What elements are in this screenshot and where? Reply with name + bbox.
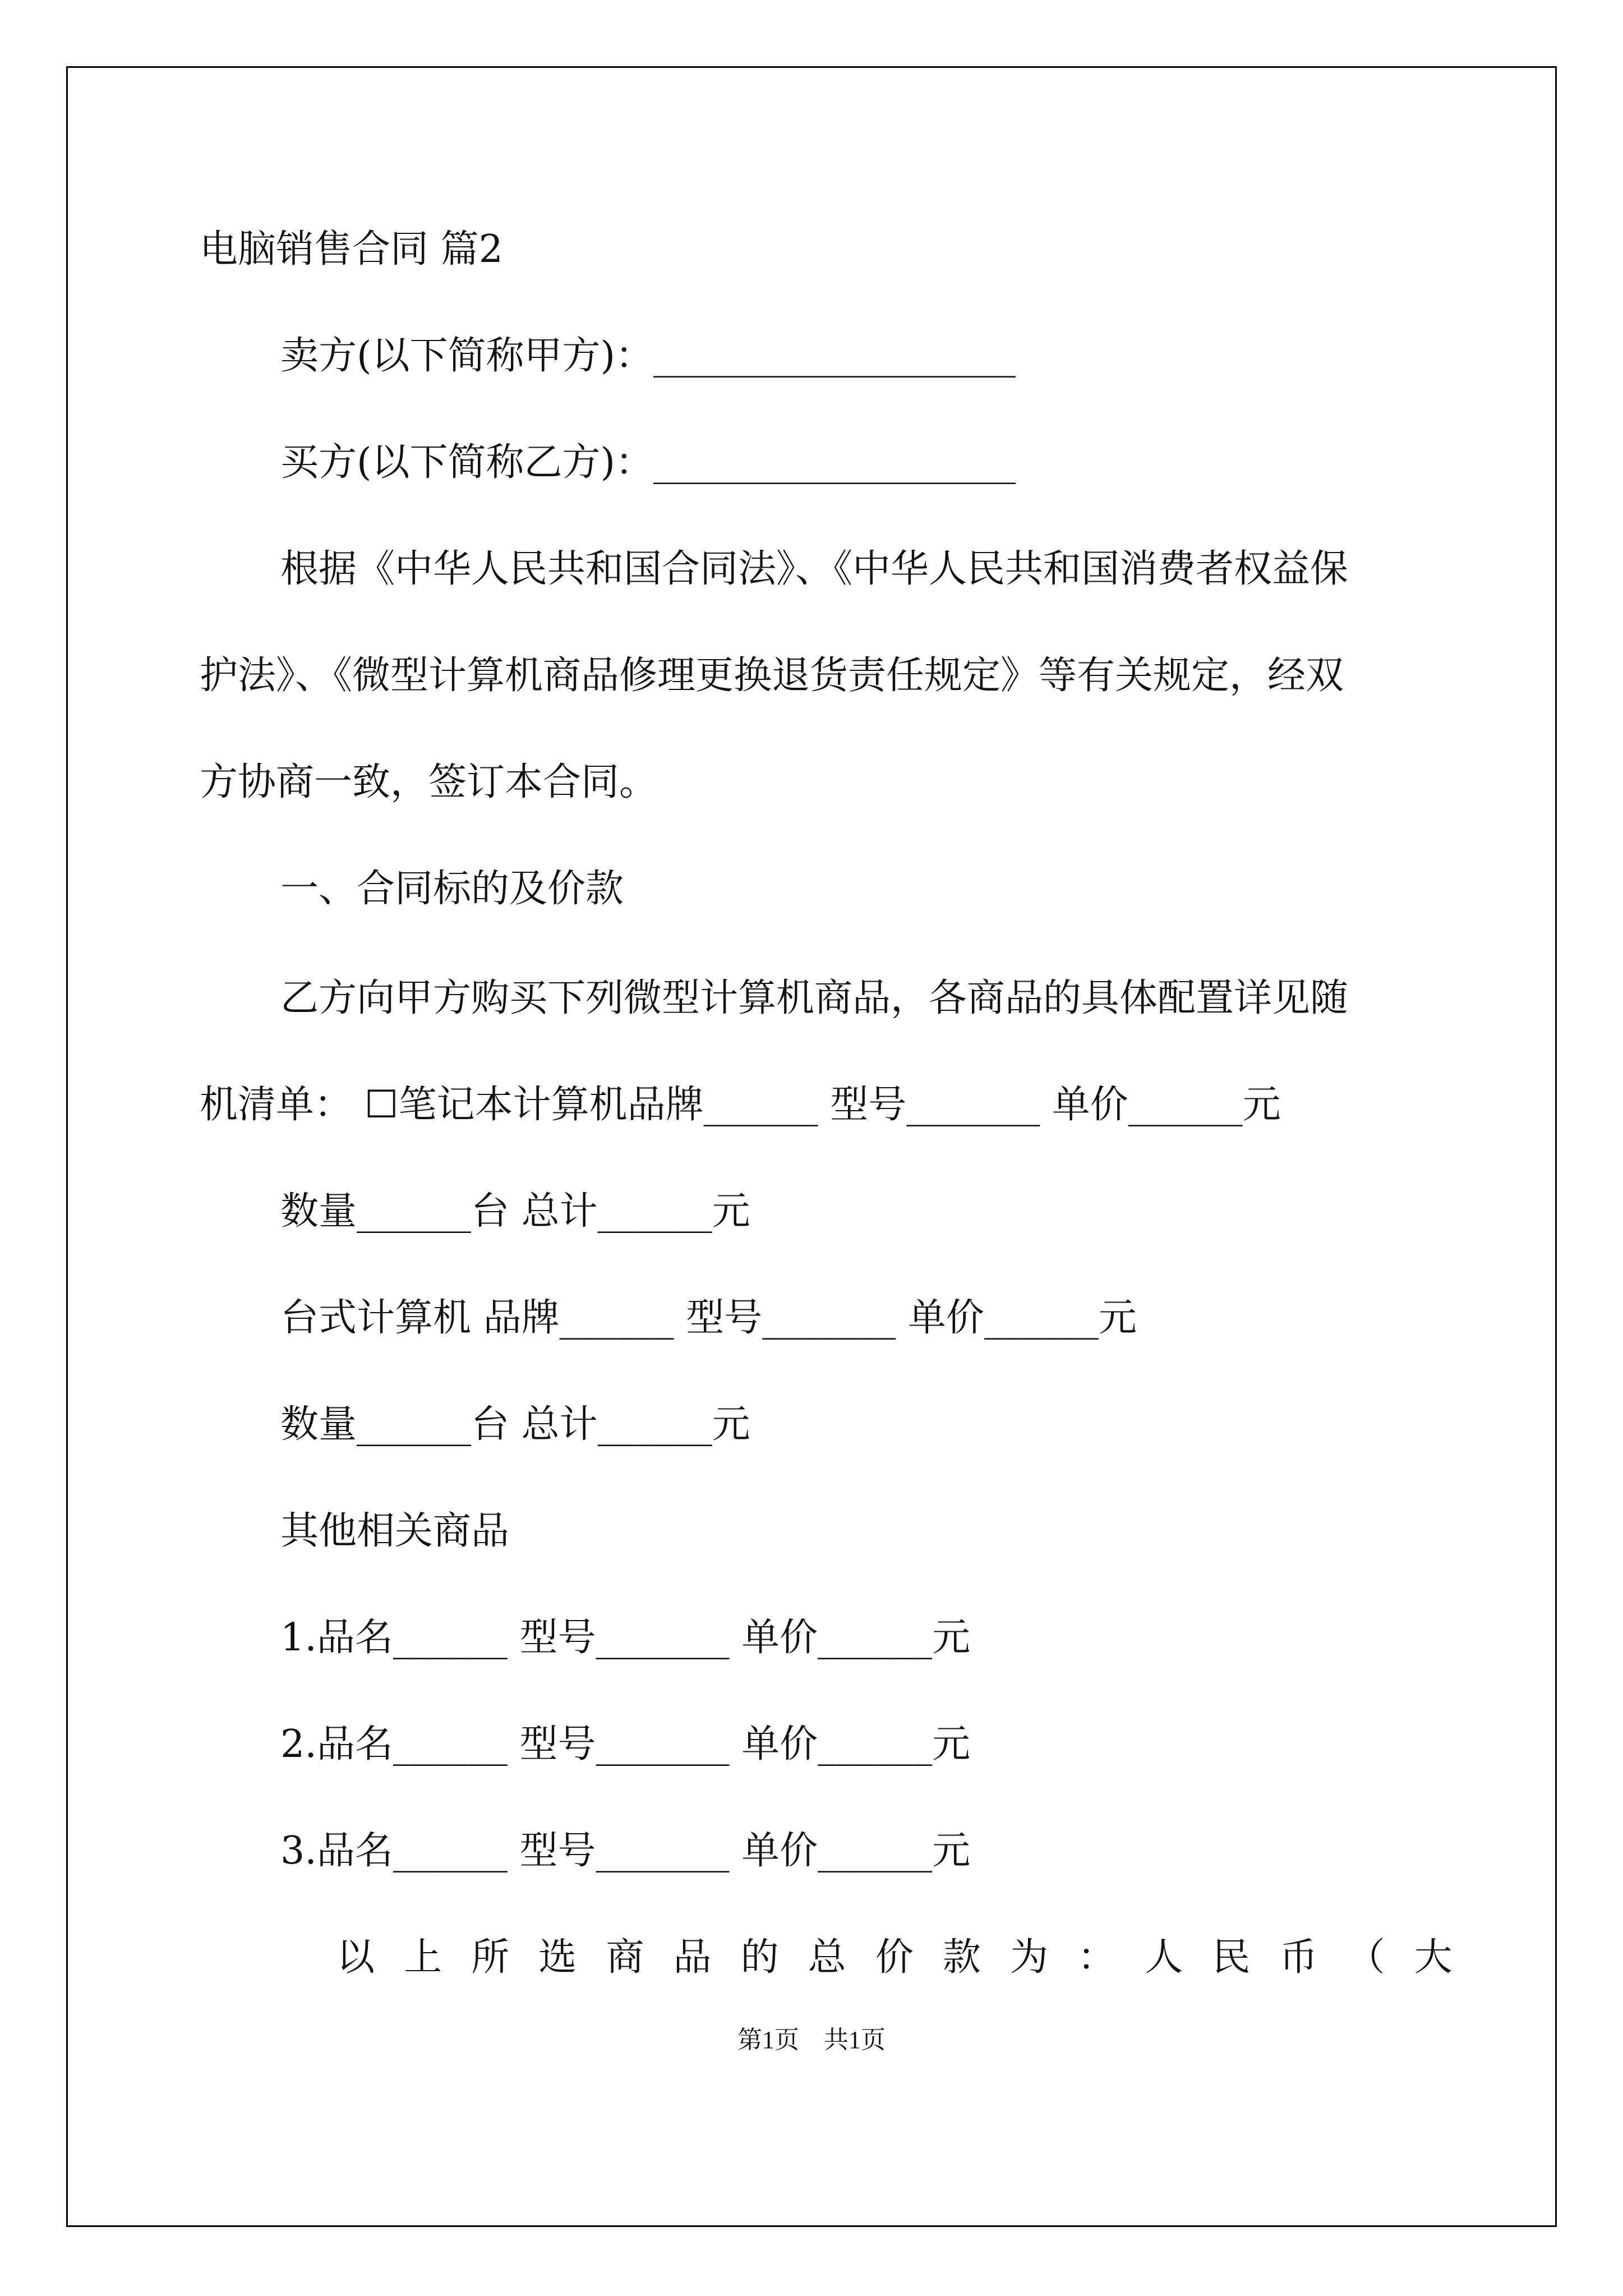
page-border — [66, 66, 1557, 2227]
item-2: 2.品名______ 型号_______ 单价______元 — [280, 1722, 971, 1766]
section-title: 一、合同标的及价款 — [280, 867, 624, 911]
buyer-line: 买方(以下简称乙方)：___________________ — [280, 440, 1016, 485]
preamble-line-3: 方协商一致，签订本合同。 — [200, 760, 658, 804]
document-title: 电脑销售合同 篇2 — [200, 227, 503, 272]
preamble-line-2: 护法》、《微型计算机商品修理更换退货责任规定》等有关规定，经双 — [200, 654, 1344, 698]
purchase-list: 机清单： ☐笔记本计算机品牌______ 型号_______ 单价______元 — [200, 1083, 1281, 1127]
desktop-line: 台式计算机 品牌______ 型号_______ 单价______元 — [280, 1296, 1137, 1340]
item-1: 1.品名______ 型号_______ 单价______元 — [280, 1616, 971, 1660]
purchase-intro: 乙方向甲方购买下列微型计算机商品，各商品的具体配置详见随 — [280, 976, 1349, 1020]
preamble-line-1: 根据《中华人民共和国合同法》、《中华人民共和国消费者权益保 — [280, 547, 1349, 591]
total-price-line: 以 上 所 选 商 品 的 总 价 款 为 ： 人 民 币 （ 大 — [336, 1935, 1453, 1980]
seller-line: 卖方(以下简称甲方)：___________________ — [280, 334, 1016, 378]
other-items-title: 其他相关商品 — [280, 1509, 510, 1553]
page-footer: 第1页 共1页 — [737, 2026, 886, 2054]
desktop-quantity: 数量______台 总计______元 — [280, 1402, 750, 1447]
notebook-quantity: 数量______台 总计______元 — [280, 1189, 750, 1234]
item-3: 3.品名______ 型号_______ 单价______元 — [280, 1829, 971, 1873]
